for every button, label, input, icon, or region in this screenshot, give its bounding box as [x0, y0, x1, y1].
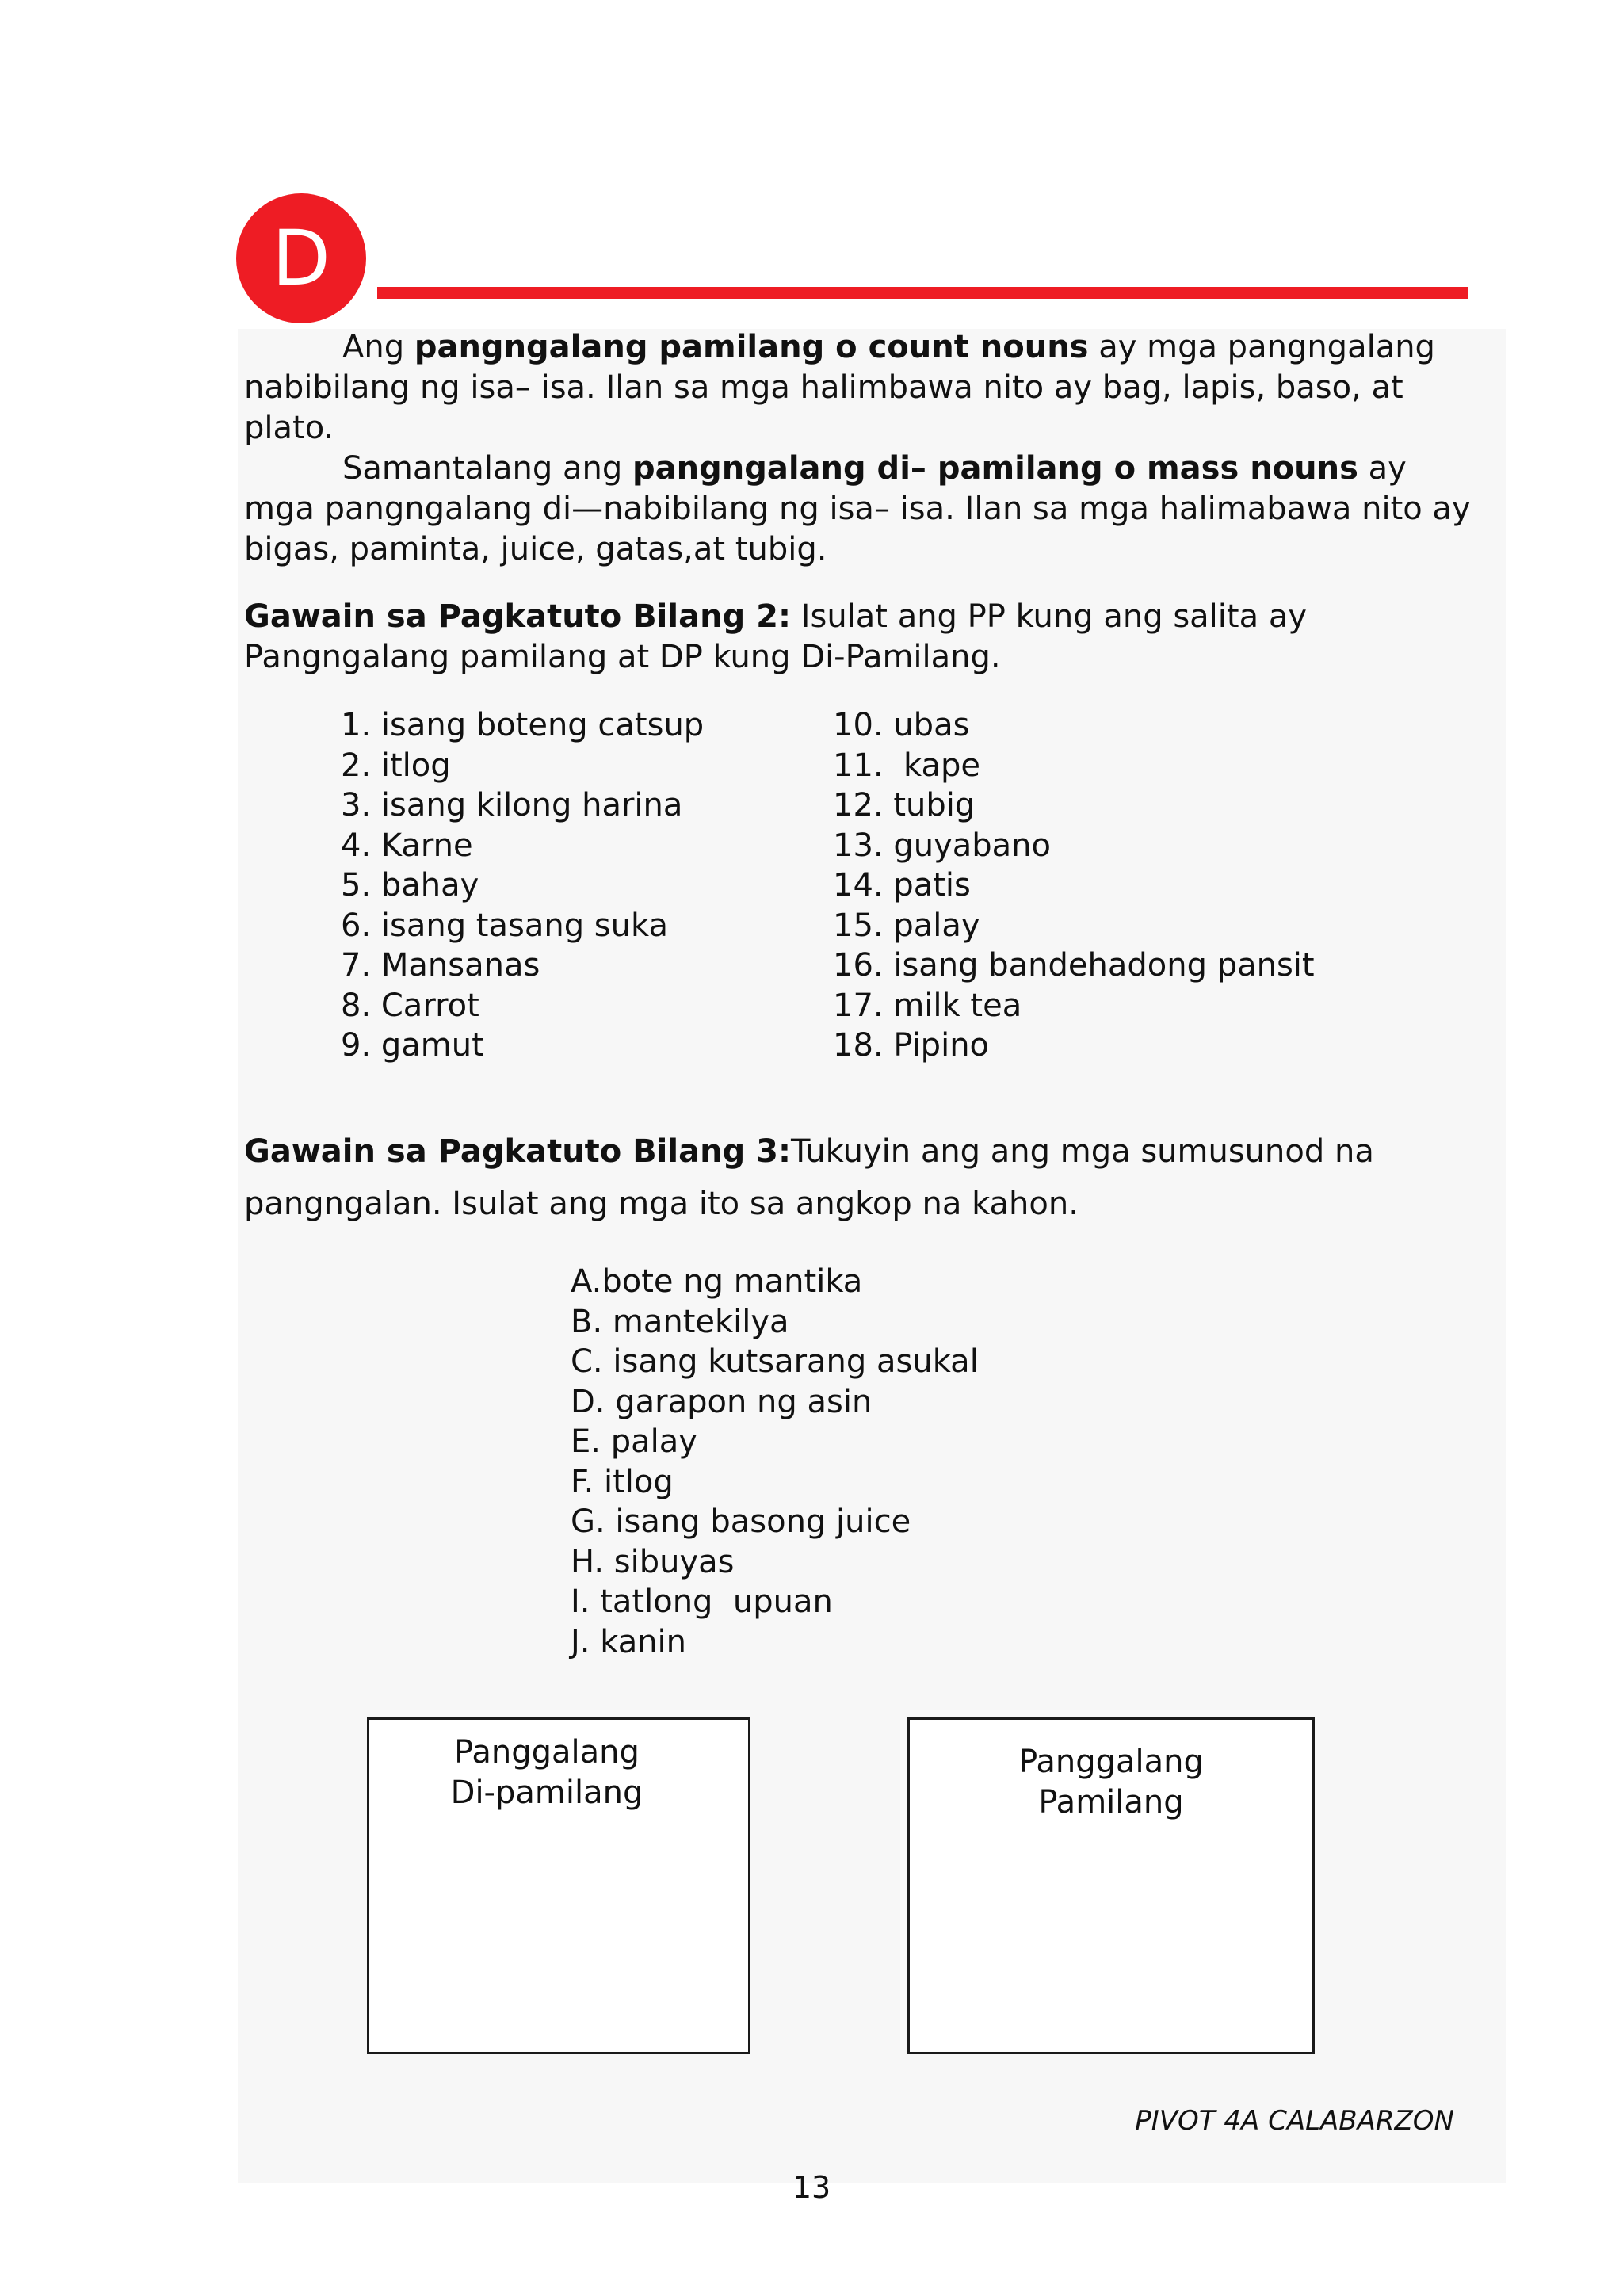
list-item: 12. tubig — [833, 787, 976, 823]
list-item: J. kanin — [571, 1623, 687, 1660]
list-item: A.bote ng mantika — [571, 1263, 863, 1300]
box-label-line-1: Panggalang — [454, 1734, 640, 1771]
box-label-line-1: Panggalang — [1018, 1744, 1204, 1780]
list-item: 7. Mansanas — [341, 947, 540, 984]
list-item: 4. Karne — [341, 827, 473, 864]
list-item: F. itlog — [571, 1463, 674, 1500]
list-item: D. garapon ng asin — [571, 1383, 873, 1420]
answer-box-di-pamilang[interactable] — [367, 1717, 750, 2054]
section-divider-line — [377, 287, 1468, 299]
list-item: 14. patis — [833, 867, 971, 904]
intro-text — [244, 327, 1480, 570]
list-item: 3. isang kilong harina — [341, 787, 683, 823]
list-item: E. palay — [571, 1423, 697, 1460]
list-item: 11. kape — [833, 747, 981, 784]
list-item: B. mantekilya — [571, 1303, 789, 1340]
list-item: 5. bahay — [341, 867, 479, 904]
task3-instruction: Tukuyin ang ang mga sumusunod na pangngalan. Isulat ang mga ito sa angkop na kahon. — [244, 1133, 1374, 1222]
list-item: 16. isang bandehadong pansit — [833, 947, 1315, 984]
list-item: 8. Carrot — [341, 987, 479, 1024]
page-number: 13 — [792, 2170, 831, 2205]
footer-label: PIVOT 4A CALABARZON — [1135, 2105, 1454, 2137]
list-item: 6. isang tasang suka — [341, 907, 668, 944]
intro-p2-lead: Samantalang ang — [342, 450, 632, 487]
list-item: 18. Pipino — [833, 1027, 990, 1064]
list-item: 17. milk tea — [833, 987, 1022, 1024]
intro-p1-term: pangngalang pamilang o count nouns — [414, 329, 1089, 365]
intro-p1-lead: Ang — [342, 329, 414, 365]
list-item: G. isang basong juice — [571, 1503, 911, 1540]
box-label-line-2: Di-pamilang — [450, 1775, 643, 1811]
box-label — [369, 1733, 748, 1813]
intro-paragraph-1 — [244, 327, 1480, 449]
list-item: 2. itlog — [341, 747, 451, 784]
intro-p1-rest: ay mga pangngalang nabibilang ng isa– isa. Ilan sa mga halimbawa nito ay bag, lapis, baso, at plato. — [244, 329, 1435, 446]
intro-p2-rest: ay mga pangngalang di—nabibilang ng isa– isa. Ilan sa mga halimabawa nito ay bigas, paminta, juice, gatas,at tubig. — [244, 450, 1471, 567]
answer-box-pamilang[interactable] — [907, 1717, 1315, 2054]
intro-paragraph-2 — [244, 449, 1480, 570]
list-item: I. tatlong upuan — [571, 1584, 833, 1620]
list-item: 15. palay — [833, 907, 980, 944]
list-item: C. isang kutsarang asukal — [571, 1343, 979, 1380]
box-label-line-2: Pamilang — [1038, 1784, 1184, 1820]
list-item: 9. gamut — [341, 1027, 484, 1064]
task2-instruction: Isulat ang PP kung ang salita ay Pangngalang pamilang at DP kung Di-Pamilang. — [244, 598, 1308, 675]
intro-p2-term: pangngalang di– pamilang o mass nouns — [632, 450, 1358, 487]
box-label — [910, 1742, 1312, 1823]
list-item: 13. guyabano — [833, 827, 1051, 864]
task3-heading — [244, 1125, 1480, 1230]
task2-list-column-1 — [341, 705, 704, 1066]
task2-title: Gawain sa Pagkatuto Bilang 2: — [244, 598, 791, 635]
task3-item-list — [571, 1262, 979, 1662]
list-item: 10. ubas — [833, 707, 970, 743]
task2-list-column-2 — [833, 705, 1315, 1066]
task3-title: Gawain sa Pagkatuto Bilang 3: — [244, 1133, 791, 1170]
task2-heading — [244, 597, 1480, 678]
list-item: H. sibuyas — [571, 1543, 735, 1580]
list-item: 1. isang boteng catsup — [341, 707, 705, 743]
section-badge: D — [236, 193, 366, 323]
